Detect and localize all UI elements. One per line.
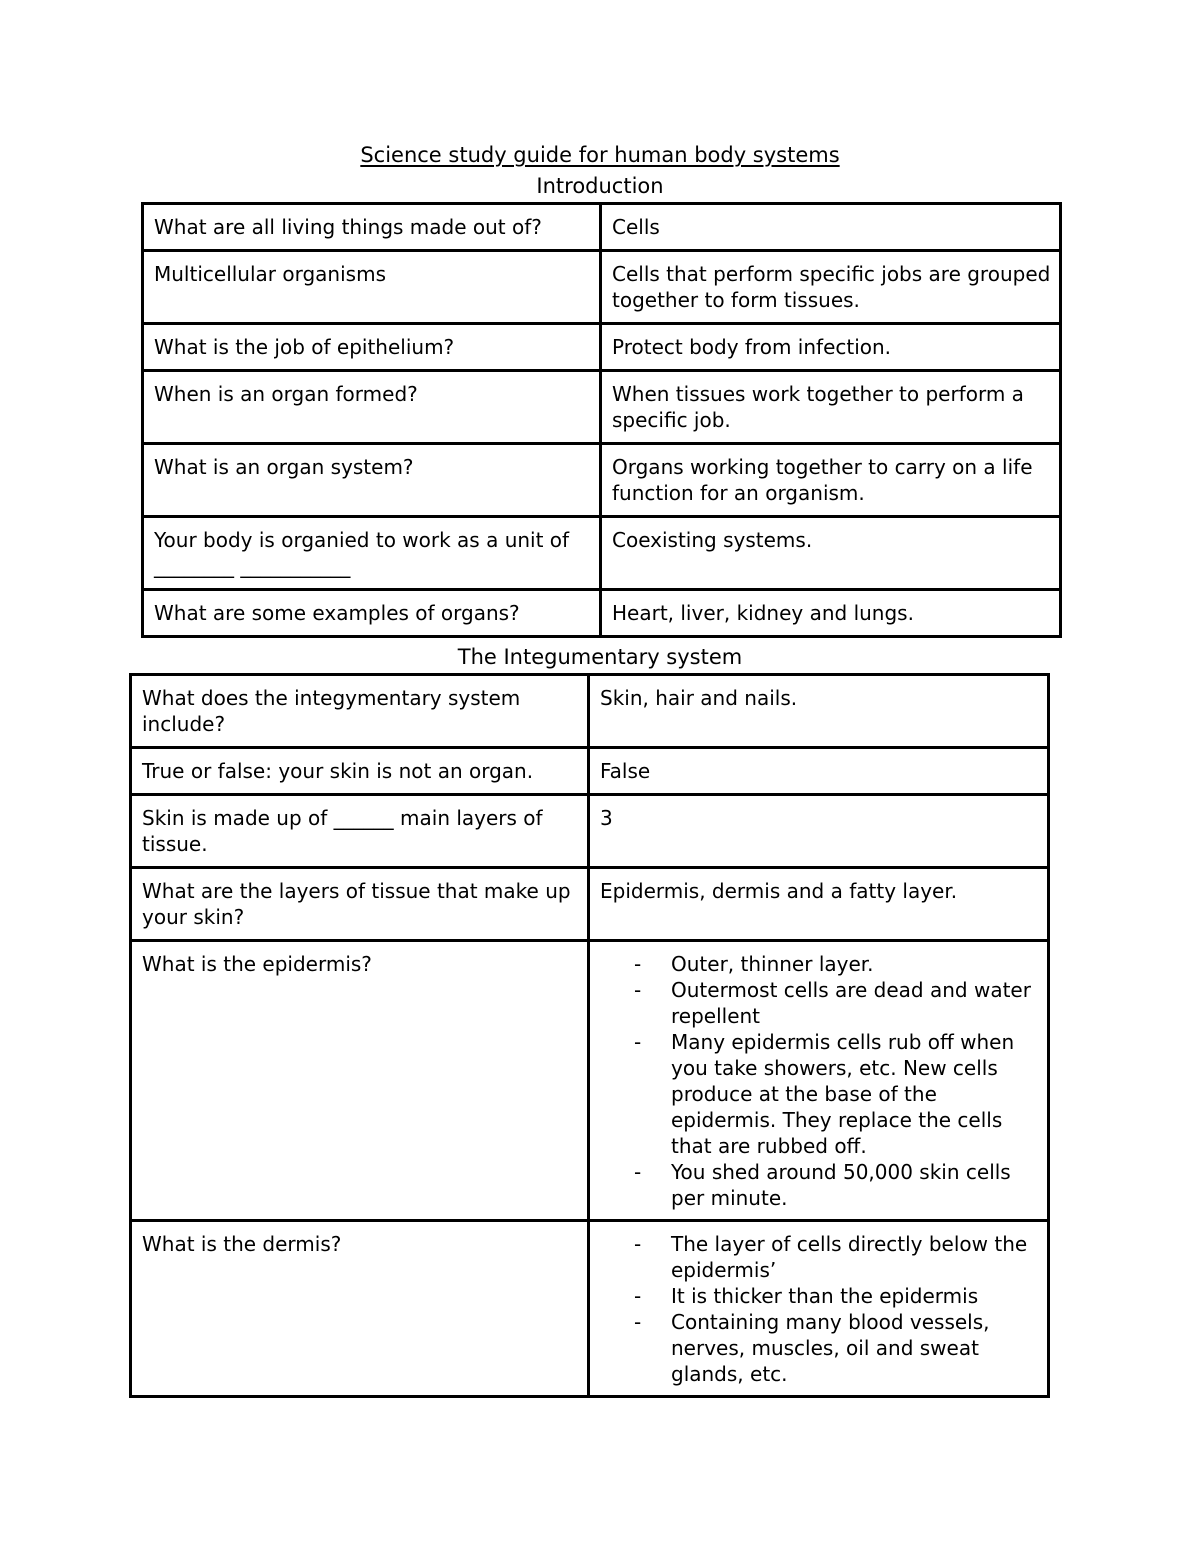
question-cell: What does the integymentary system include?: [131, 675, 589, 748]
answer-cell: When tissues work together to perform a specific job.: [601, 371, 1061, 444]
list-item: - Containing many blood vessels, nerves, muscles, oil and sweat glands, etc.: [671, 1309, 1039, 1387]
answer-cell: Heart, liver, kidney and lungs.: [601, 590, 1061, 637]
document-title: Science study guide for human body systems: [360, 143, 840, 167]
epidermis-facts-list: [600, 951, 1039, 1211]
answer-cell: [589, 941, 1049, 1221]
question-cell: What is the dermis?: [131, 1221, 589, 1397]
table-row: [131, 795, 1049, 868]
answer-cell: Cells: [601, 204, 1061, 251]
question-cell: Your body is organied to work as a unit of ________ ___________: [143, 517, 601, 590]
question-cell: True or false: your skin is not an organ.: [131, 748, 589, 795]
table-row: [131, 868, 1049, 941]
question-cell: What is the epidermis?: [131, 941, 589, 1221]
question-cell: What are the layers of tissue that make up your skin?: [131, 868, 589, 941]
table-row: [143, 517, 1061, 590]
integumentary-table: [129, 673, 1050, 1398]
table-row: [143, 371, 1061, 444]
answer-cell: 3: [589, 795, 1049, 868]
question-cell: What are all living things made out of?: [143, 204, 601, 251]
introduction-table: [141, 202, 1062, 638]
table-row: [143, 590, 1061, 637]
table-row: [131, 748, 1049, 795]
section-heading-introduction: Introduction: [536, 174, 664, 198]
dermis-facts-list: [600, 1231, 1039, 1387]
question-cell: Multicellular organisms: [143, 251, 601, 324]
answer-cell: [589, 1221, 1049, 1397]
answer-cell: Organs working together to carry on a life function for an organism.: [601, 444, 1061, 517]
table-row: [143, 324, 1061, 371]
question-cell: What are some examples of organs?: [143, 590, 601, 637]
list-item: - Outermost cells are dead and water repellent: [671, 977, 1039, 1029]
table-row: [131, 675, 1049, 748]
list-item: - The layer of cells directly below the epidermis’: [671, 1231, 1039, 1283]
table-row: [143, 204, 1061, 251]
table-row: [143, 251, 1061, 324]
answer-cell: False: [589, 748, 1049, 795]
answer-cell: Cells that perform specific jobs are grouped together to form tissues.: [601, 251, 1061, 324]
answer-cell: Protect body from infection.: [601, 324, 1061, 371]
table-row: [131, 1221, 1049, 1397]
question-cell: When is an organ formed?: [143, 371, 601, 444]
answer-cell: Skin, hair and nails.: [589, 675, 1049, 748]
list-item: - You shed around 50,000 skin cells per minute.: [671, 1159, 1039, 1211]
list-item: - Many epidermis cells rub off when you take showers, etc. New cells produce at the base of the epidermis. They replace the cells that are rubbed off.: [671, 1029, 1039, 1159]
answer-cell: Epidermis, dermis and a fatty layer.: [589, 868, 1049, 941]
question-cell: What is the job of epithelium?: [143, 324, 601, 371]
list-item: - Outer, thinner layer.: [671, 951, 1039, 977]
section-heading-integumentary: The Integumentary system: [457, 645, 743, 669]
question-cell: Skin is made up of ______ main layers of tissue.: [131, 795, 589, 868]
answer-cell: Coexisting systems.: [601, 517, 1061, 590]
table-row: [143, 444, 1061, 517]
question-cell: What is an organ system?: [143, 444, 601, 517]
list-item: - It is thicker than the epidermis: [671, 1283, 1039, 1309]
table-row: [131, 941, 1049, 1221]
